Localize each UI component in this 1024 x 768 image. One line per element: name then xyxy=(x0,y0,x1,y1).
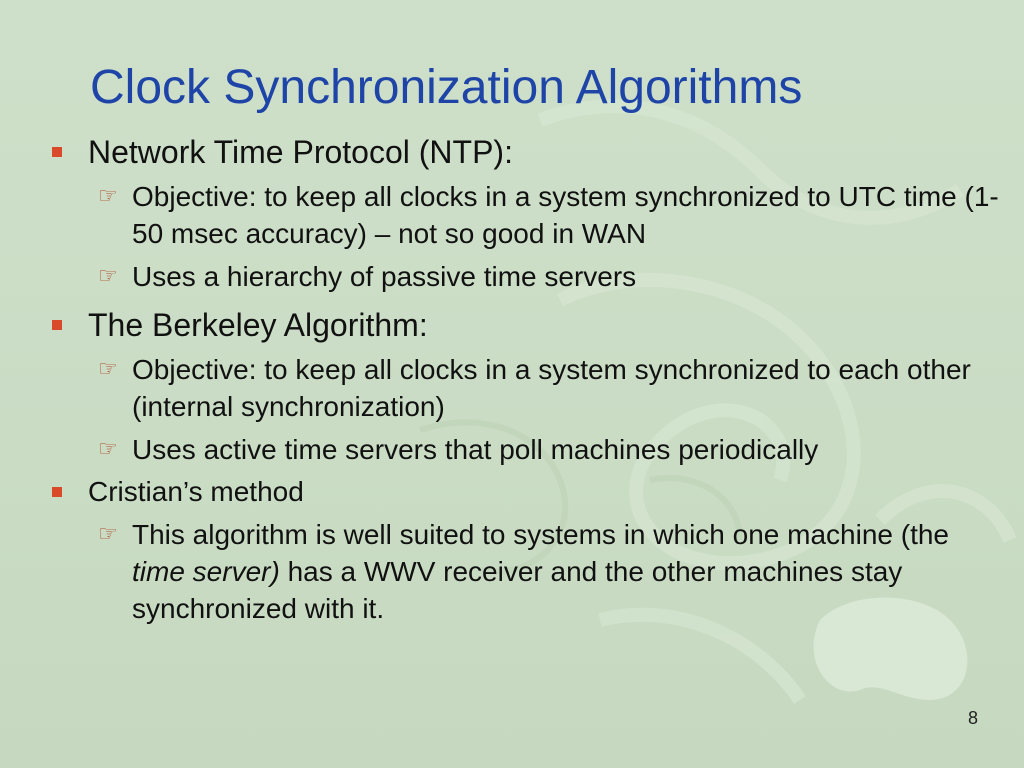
italic-term: time server) xyxy=(132,556,280,587)
pointing-hand-icon: ☞ xyxy=(98,264,118,289)
bullet-heading: Cristian’s method xyxy=(88,476,304,507)
bullet-ntp xyxy=(52,132,1002,172)
square-bullet-icon xyxy=(52,320,62,330)
sub-bullet xyxy=(52,258,1002,295)
pointing-hand-icon: ☞ xyxy=(98,522,118,547)
sub-bullet-text: Uses active time servers that poll machines periodically xyxy=(132,434,819,465)
bullet-cristian xyxy=(52,474,1002,510)
pointing-hand-icon: ☞ xyxy=(98,357,118,382)
slide-content xyxy=(52,132,1002,627)
sub-bullet xyxy=(52,431,1002,468)
pointing-hand-icon: ☞ xyxy=(98,437,118,462)
square-bullet-icon xyxy=(52,147,62,157)
sub-bullet xyxy=(52,351,1002,425)
bullet-berkeley xyxy=(52,305,1002,345)
page-number: 8 xyxy=(968,708,979,728)
slide-title: Clock Synchronization Algorithms xyxy=(90,61,803,114)
sub-bullet-text: Objective: to keep all clocks in a system synchronized to UTC time (1-50 msec accuracy) – not so good in WAN xyxy=(132,181,999,249)
sub-bullet xyxy=(52,178,1002,252)
sub-bullet-text: This algorithm is well suited to systems in which one machine (the time server) has a WWV receiver and the other machines stay synchronized with it. xyxy=(132,519,950,624)
pointing-hand-icon: ☞ xyxy=(98,184,118,209)
sub-bullet xyxy=(52,516,1002,627)
sub-bullet-text: Uses a hierarchy of passive time servers xyxy=(132,261,637,292)
bullet-heading: Network Time Protocol (NTP): xyxy=(88,134,513,170)
sub-bullet-text: Objective: to keep all clocks in a system synchronized to each other (internal synchronization) xyxy=(132,354,971,422)
bullet-heading: The Berkeley Algorithm: xyxy=(88,307,428,343)
square-bullet-icon xyxy=(52,487,62,497)
